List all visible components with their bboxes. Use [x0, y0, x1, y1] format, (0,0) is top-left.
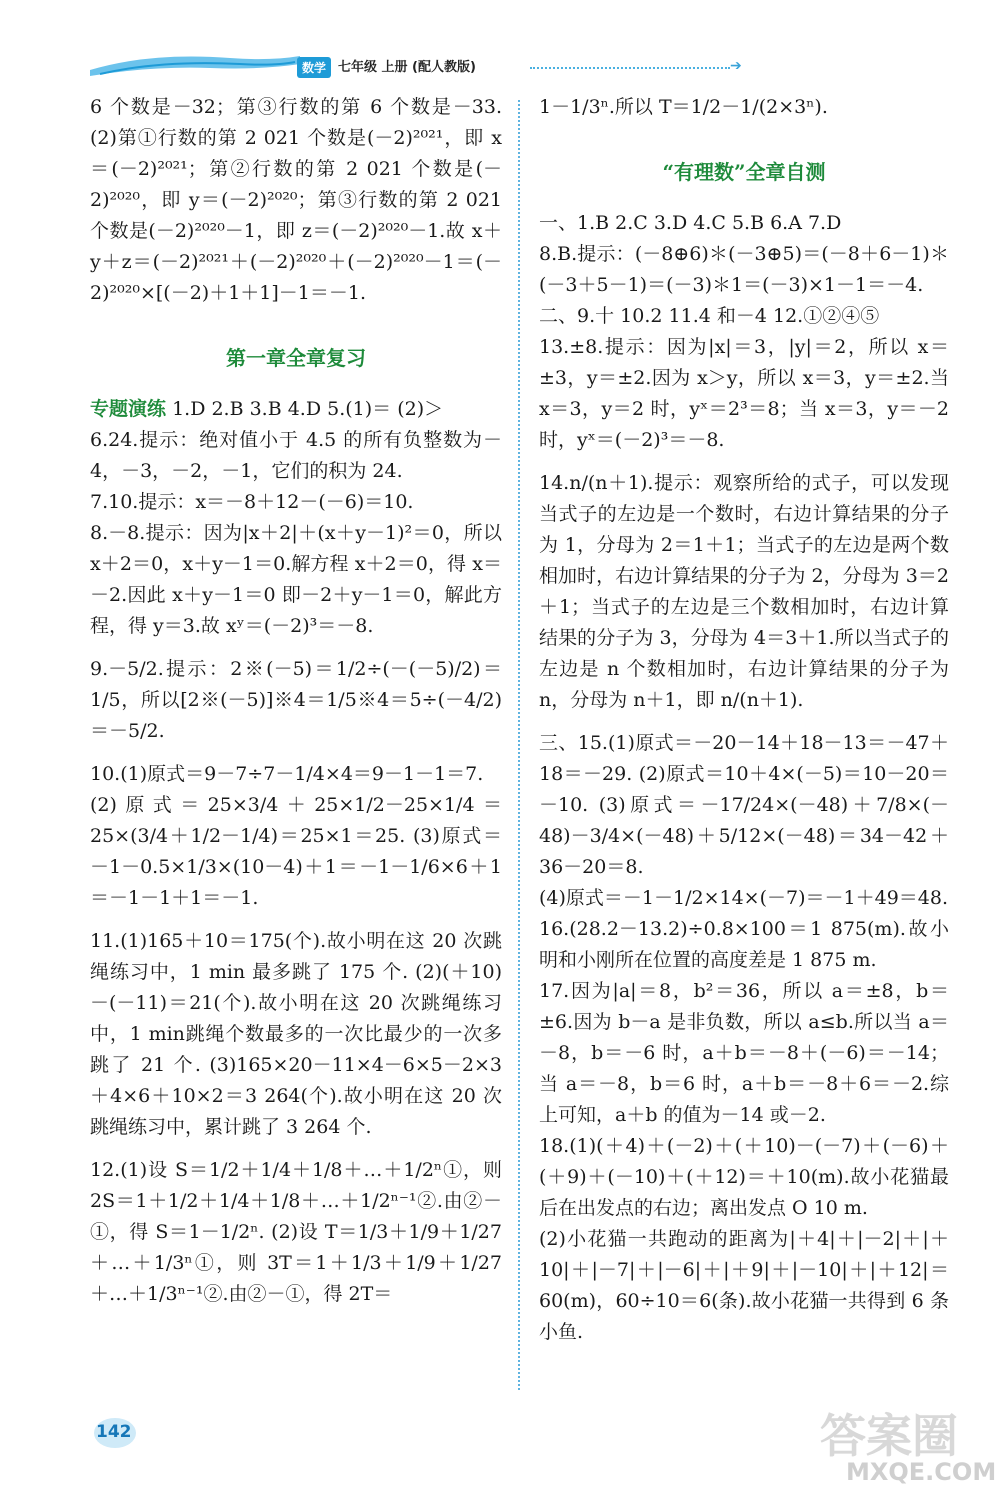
watermark [820, 1400, 997, 1495]
left-paragraph-1: 6 个数是－32；第③行数的第 6 个数是－33. (2)第①行数的第 2 021 个数是(－2)²⁰²¹，即 x＝(－2)²⁰²¹；第②行数的第 2 021 个数是(－2)²⁰²⁰，即 y＝(－2)²⁰²⁰；第③行数的第 2 021 个数是(－2)²⁰²⁰－1，即 z＝(－2)²⁰²⁰－1.故 x＋y＋z＝(－2)²⁰²¹＋(－2)²⁰²⁰＋(－2)²⁰²⁰－1＝(－2)²⁰²⁰×[(－2)＋1＋1]－1＝－1. [90, 96, 502, 304]
right-paragraph-1: 1－1/3ⁿ.所以 T＝1/2－1/(2×3ⁿ). [539, 96, 828, 118]
left-paragraph-3: 6.24.提示：绝对值小于 4.5 的所有负整数为－4，－3，－2，－1，它们的积为 24. [90, 429, 502, 482]
topic-label: 专题演练 [90, 398, 167, 420]
arrow-right-icon: ➔ [730, 58, 742, 74]
left-paragraph-6: 9.－5/2.提示：2※(－5)＝1/2÷(－(－5)/2)＝1/5，所以[2※(－5)]※4＝1/5※4＝5÷(－4/2)＝－5/2. [90, 658, 502, 742]
page-number-badge [86, 1410, 140, 1450]
left-paragraph-7: 10.(1)原式＝9－7÷7－1/4×4＝9－1－1＝7. [90, 763, 484, 785]
right-paragraph-8: (4)原式＝－1－1/2×14×(－7)＝－1＋49＝48. [539, 887, 948, 909]
right-paragraph-12: (2)小花猫一共跑动的距离为|＋4|＋|－2|＋|＋10|＋|－7|＋|－6|＋|＋9|＋|－10|＋|＋12|＝60(m)，60÷10＝6(条).故小花猫一共得到 6 条小鱼. [539, 1228, 949, 1343]
left-paragraph-4: 7.10.提示：x＝－8＋12－(－6)＝10. [90, 491, 414, 513]
column-divider [518, 100, 520, 1390]
watermark-line-1: 答案圈 [820, 1409, 958, 1463]
header-dotted-line [530, 67, 730, 69]
section-title-self-test: “有理数”全章自测 [662, 160, 826, 184]
right-paragraph-9: 16.(28.2－13.2)÷0.8×100＝1 875(m).故小明和小刚所在位置的高度差是 1 875 m. [539, 918, 949, 971]
subject-badge: 数学 [297, 57, 331, 78]
left-paragraph-2 [90, 394, 502, 425]
left-paragraph-5: 8.－8.提示：因为|x＋2|＋(x＋y－1)²＝0，所以 x＋2＝0，x＋y－1＝0.解方程 x＋2＝0，得 x＝－2.因此 x＋y－1＝0 即－2＋y－1＝0，解此方程，得 y＝3.故 xʸ＝(－2)³＝－8. [90, 522, 502, 637]
page-number: 142 [96, 1422, 132, 1442]
right-column [539, 92, 949, 1348]
right-paragraph-5: 13.±8.提示：因为|x|＝3，|y|＝2，所以 x＝±3，y＝±2.因为 x＞y，所以 x＝3，y＝±2.当 x＝3，y＝2 时，yˣ＝2³＝8；当 x＝3，y＝－2 时，yˣ＝(－2)³＝－8. [539, 336, 949, 451]
right-paragraph-3: 8.B.提示：(－8⊕6)＊(－3⊕5)＝(－8＋6－1)＊(－3＋5－1)＝(－3)＊1＝(－3)×1－1＝－4. [539, 243, 949, 296]
right-paragraph-6: 14.n/(n＋1).提示：观察所给的式子，可以发现当式子的左边是一个数时，右边计算结果的分子为 1，分母为 2＝1＋1；当式子的左边是两个数相加时，右边计算结果的分子为 2，分母为 3＝2＋1；当式子的左边是三个数相加时，右边计算结果的分子为 3，分母为 4＝3＋1.所以当式子的左边是 n 个数相加时，右边计算结果的分子为 n，分母为 n＋1，即 n/(n＋1). [539, 472, 949, 711]
header-swoosh-decoration [90, 48, 300, 78]
right-paragraph-10: 17.因为|a|＝8，b²＝36，所以 a＝±8，b＝±6.因为 b－a 是非负数，所以 a≤b.所以当 a＝－8，b＝－6 时，a＋b＝－8＋(－6)＝－14；当 a＝－8，b＝6 时，a＋b＝－8＋6＝－2.综上可知，a＋b 的值为－14 或－2. [539, 980, 949, 1126]
watermark-line-2: MXQE.COM [846, 1458, 997, 1486]
left-paragraph-9: 11.(1)165＋10＝175(个).故小明在这 20 次跳绳练习中，1 min 最多跳了 175 个. (2)(＋10)－(－11)＝21(个).故小明在这 20 次跳绳练习中，1 min跳绳个数最多的一次比最少的一次多跳了 21 个. (3)165×20－11×4－6×5－2×3＋4×6＋10×2＝3 264(个).故小明在这 20 次跳绳练习中，累计跳了 3 264 个. [90, 930, 502, 1138]
left-answers-1-5: 1.D 2.B 3.B 4.D 5.(1)＝ (2)＞ [172, 398, 444, 420]
left-paragraph-10: 12.(1)设 S＝1/2＋1/4＋1/8＋…＋1/2ⁿ①，则 2S＝1＋1/2＋1/4＋1/8＋…＋1/2ⁿ⁻¹②.由②－①，得 S＝1－1/2ⁿ. (2)设 T＝1/3＋1/9＋1/27＋…＋1/3ⁿ①，则 3T＝1＋1/3＋1/9＋1/27＋…＋1/3ⁿ⁻¹②.由②－①，得 2T＝ [90, 1159, 502, 1305]
right-paragraph-7: 三、15.(1)原式＝－20－14＋18－13＝－47＋18＝－29. (2)原式＝10＋4×(－5)＝10－20＝－10. (3)原式＝－17/24×(－48)＋7/8×(－48)－3/4×(－48)＋5/12×(－48)＝34－42＋36－20＝8. [539, 732, 949, 878]
right-paragraph-4: 二、9.十 10.2 11.4 和－4 12.①②④⑤ [539, 305, 880, 327]
left-column [90, 92, 502, 1310]
section-title-chapter-review: 第一章全章复习 [226, 346, 366, 370]
page-header [90, 46, 742, 86]
left-paragraph-8: (2)原式＝25×3/4＋25×1/2－25×1/4＝25×(3/4＋1/2－1/4)＝25×1＝25. (3)原式＝－1－0.5×1/3×(10－4)＋1＝－1－1/6×6＋1＝－1－1＋1＝－1. [90, 794, 502, 909]
right-paragraph-2: 一、1.B 2.C 3.D 4.C 5.B 6.A 7.D [539, 212, 842, 234]
right-paragraph-11: 18.(1)(＋4)＋(－2)＋(＋10)－(－7)＋(－6)＋(＋9)＋(－10)＋(＋12)＝＋10(m).故小花猫最后在出发点的右边；离出发点 O 10 m. [539, 1135, 949, 1219]
grade-label: 七年级 上册 (配人教版) [338, 60, 476, 75]
